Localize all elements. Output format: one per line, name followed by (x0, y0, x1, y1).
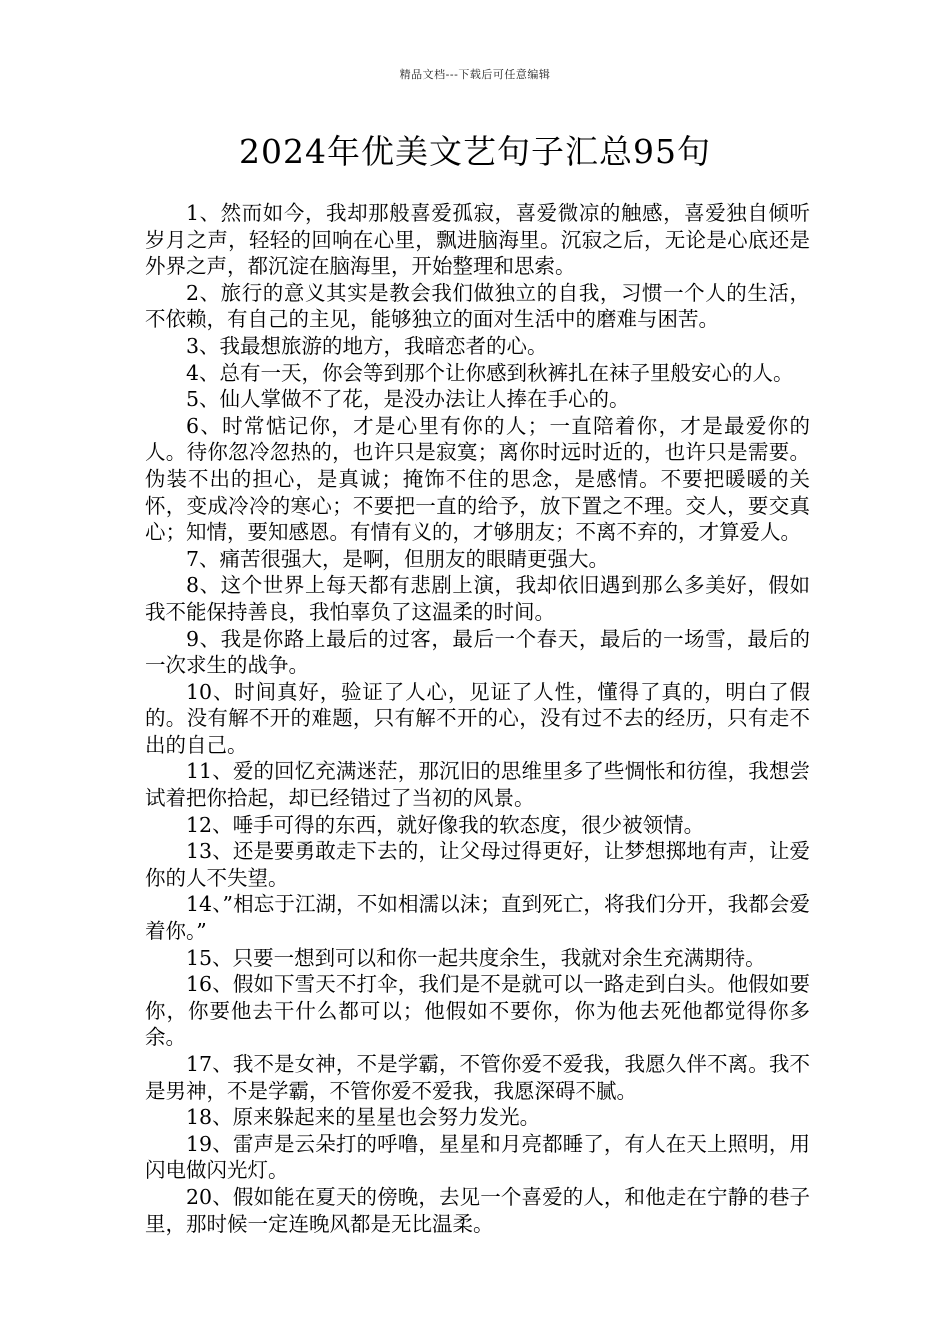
paragraph-10: 10、时间真好，验证了人心，见证了人性，懂得了真的，明白了假的。没有解不开的难题，只有解不开的心，没有过不去的经历，只有走不出的自己。 (145, 679, 810, 757)
paragraph-16: 16、假如下雪天不打伞，我们是不是就可以一路走到白头。他假如要你，你要他去干什么都可以；他假如不要你，你为他去死他都觉得你多余。 (145, 972, 810, 1050)
paragraph-6: 6、时常惦记你，才是心里有你的人；一直陪着你，才是最爱你的人。待你忽冷忽热的，也许只是寂寞；离你时远时近的，也许只是需要。伪装不出的担心，是真诚；掩饰不住的思念，是感情。不要把暖暖的关怀，变成冷冷的寒心；不要把一直的给予，放下置之不理。交人，要交真心；知情，要知感恩。有情有义的，才够朋友；不离不弃的，才算爱人。 (145, 413, 810, 545)
paragraph-15: 15、只要一想到可以和你一起共度余生，我就对余生充满期待。 (186, 945, 766, 970)
paragraph-4: 4、总有一天，你会等到那个让你感到秋裤扎在袜子里般安心的人。 (186, 360, 794, 385)
document-title: 2024年优美文艺句子汇总95句 (239, 132, 711, 171)
paragraph-19: 19、雷声是云朵打的呼噜，星星和月亮都睡了，有人在天上照明，用闪电做闪光灯。 (145, 1131, 810, 1183)
paragraph-18: 18、原来躲起来的星星也会努力发光。 (186, 1105, 541, 1130)
paragraph-17: 17、我不是女神，不是学霸，不管你爱不爱我，我愿久伴不离。我不是男神，不是学霸，不管你爱不爱我，我愿深碍不腻。 (145, 1052, 810, 1103)
paragraph-3: 3、我最想旅游的地方，我暗恋者的心。 (186, 333, 548, 358)
paragraph-5: 5、仙人掌做不了花，是没办法让人捧在手心的。 (186, 387, 630, 412)
paragraph-8: 8、这个世界上每天都有悲剧上演，我却依旧遇到那么多美好，假如我不能保持善良，我怕辜负了这温柔的时间。 (145, 573, 810, 624)
paragraph-9: 9、我是你路上最后的过客，最后一个春天，最后的一场雪，最后的一次求生的战争。 (145, 626, 810, 678)
paragraph-1: 1、然而如今，我却那般喜爱孤寂，喜爱微凉的触感，喜爱独自倾听岁月之声，轻轻的回响在心里，飘进脑海里。沉寂之后，无论是心底还是外界之声，都沉淀在脑海里，开始整理和思索。 (145, 201, 810, 279)
paragraph-13: 13、还是要勇敢走下去的，让父母过得更好，让梦想掷地有声，让爱你的人不失望。 (145, 839, 810, 890)
paragraph-20: 20、假如能在夏天的傍晚，去见一个喜爱的人，和他走在宁静的巷子里，那时候一定连晚风都是无比温柔。 (145, 1184, 810, 1236)
header-note: 精品文档---下载后可任意编辑 (399, 68, 551, 81)
paragraph-11: 11、爱的回忆充满迷茫，那沉旧的思维里多了些惆怅和彷徨，我想尝试着把你拾起，却已经错过了当初的风景。 (145, 759, 810, 811)
paragraph-14: 14、”相忘于江湖，不如相濡以沫；直到死亡，将我们分开，我都会爱着你。” (145, 892, 810, 944)
document-body (145, 200, 810, 1237)
paragraph-2: 2、旅行的意义其实是教会我们做独立的自我，习惯一个人的生活，不依赖，有自己的主见，能够独立的面对生活中的磨难与困苦。 (145, 280, 810, 332)
paragraph-12: 12、唾手可得的东西，就好像我的软态度，很少被领情。 (186, 812, 705, 837)
paragraph-7: 7、痛苦很强大，是啊，但朋友的眼睛更强大。 (186, 546, 610, 571)
